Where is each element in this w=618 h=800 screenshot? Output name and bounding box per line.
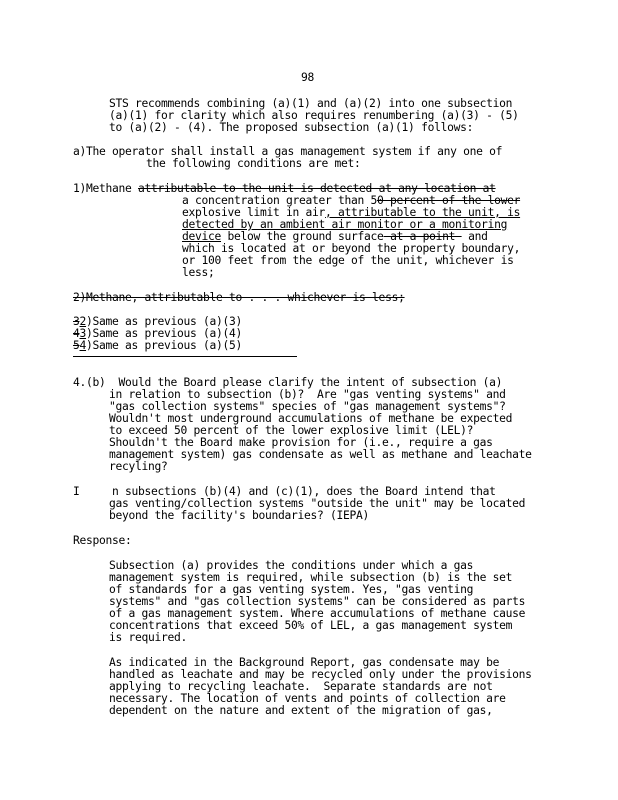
question-i-line-3: beyond the facility's boundaries? (IEPA) [109,509,370,522]
intro-line-3: to (a)(2) - (4). The proposed subsection (a)(1) follows: [109,121,474,134]
question-4b-line-6: Shouldn't the Board make provision for (i.e., require a gas [109,436,493,449]
question-i-line-2: gas venting/collection systems "outside the unit" may be located [109,497,526,510]
renumbered-text-2: )Same as previous (a)(3) [86,315,243,328]
item-2-deleted: 2)Methane, attributable to . . . whichever is less; [73,291,405,304]
item-1-prefix: 1)Methane [73,182,139,195]
intro-line-2: (a)(1) for clarity which also requires renumbering (a)(3) - (5) [109,109,519,122]
item-1-line-5b: below the ground surface [221,230,384,243]
question-4b-line-3: "gas collection systems" species of "gas management systems"? [109,400,506,413]
item-1-inserted-text: , attributable to the unit, is [325,206,521,219]
item-1-line-2a: a concentration greater than 5 [182,194,378,207]
page-number: 98 [301,71,315,84]
response-1-line-1: Subsection (a) provides the conditions under which a gas [109,559,474,572]
renumbered-new-3: 3 [79,327,87,340]
question-4b-line-2: in relation to subsection (b)? Are "gas venting systems" and [109,388,506,401]
renumbered-text-4: )Same as previous (a)(5) [86,339,243,352]
item-1-line-2b: 0 percent of the lower [377,194,521,207]
item-1-line-6: which is located at or beyond the property boundary, [182,242,521,255]
question-i-line-1: I n subsections (b)(4) and (c)(1), does the Board intend that [73,485,496,498]
response-1-line-5: of a gas management system. Where accumulations of methane cause [109,607,526,620]
subsection-a-line-1: a)The operator shall install a gas management system if any one of [73,145,503,158]
item-1-deleted-text: attributable to the unit is detected at any location at [138,182,496,195]
response-1-line-7: is required. [109,631,188,644]
renumbered-text-3: )Same as previous (a)(4) [86,327,243,340]
subsection-a-line-2: the following conditions are met: [146,157,361,170]
question-4b-line-8: recyling? [109,460,168,473]
renumbered-old-5: 5 [73,339,80,352]
response-1-line-6: concentrations that exceed 50% of LEL, a gas management system [109,619,513,632]
item-1-line-3a: explosive limit in air [182,206,326,219]
item-1-line-5d: and [461,230,488,243]
response-label: Response: [73,534,132,547]
response-2-line-5: dependent on the nature and extent of the migration of gas, [109,704,493,717]
item-1-line-7: or 100 feet from the edge of the unit, whichever is [182,254,514,267]
item-1-line-8: less; [182,266,215,279]
renumbered-new-2: 2 [79,315,87,328]
question-4b-line-7: management system) gas condensate as well as methane and leachate [109,448,532,461]
item-1-line-5a: device [182,230,222,243]
response-2-line-4: necessary. The location of vents and points of collection are [109,692,506,705]
question-4b-line-1: 4.(b) Would the Board please clarify the intent of subsection (a) [73,376,503,389]
renumbered-item-4 [73,340,242,352]
response-2-line-1: As indicated in the Background Report, gas condensate may be [109,656,500,669]
response-2-line-3: applying to recycling leachate. Separate standards are not [109,680,493,693]
response-2-line-2: handled as leachate and may be recycled only under the provisions [109,668,532,681]
question-4b-line-4: Wouldn't most underground accumulations of methane be expected [109,412,513,425]
item-1-line-5c: at a point [383,230,462,243]
response-1-line-2: management system is required, while subsection (b) is the set [109,571,513,584]
section-divider [73,356,297,357]
response-1-line-3: of standards for a gas venting system. Yes, "gas venting [109,583,474,596]
intro-line-1: STS recommends combining (a)(1) and (a)(2) into one subsection [109,97,513,110]
response-1-line-4: systems" and "gas collection systems" can be considered as parts [109,595,526,608]
renumbered-new-4: 4 [79,339,87,352]
renumbered-old-3: 3 [73,315,80,328]
renumbered-old-4: 4 [73,327,80,340]
item-1-line-4: detected by an ambient air monitor or a monitoring [182,218,508,231]
question-4b-line-5: to exceed 50 percent of the lower explosive limit (LEL)? [109,424,474,437]
